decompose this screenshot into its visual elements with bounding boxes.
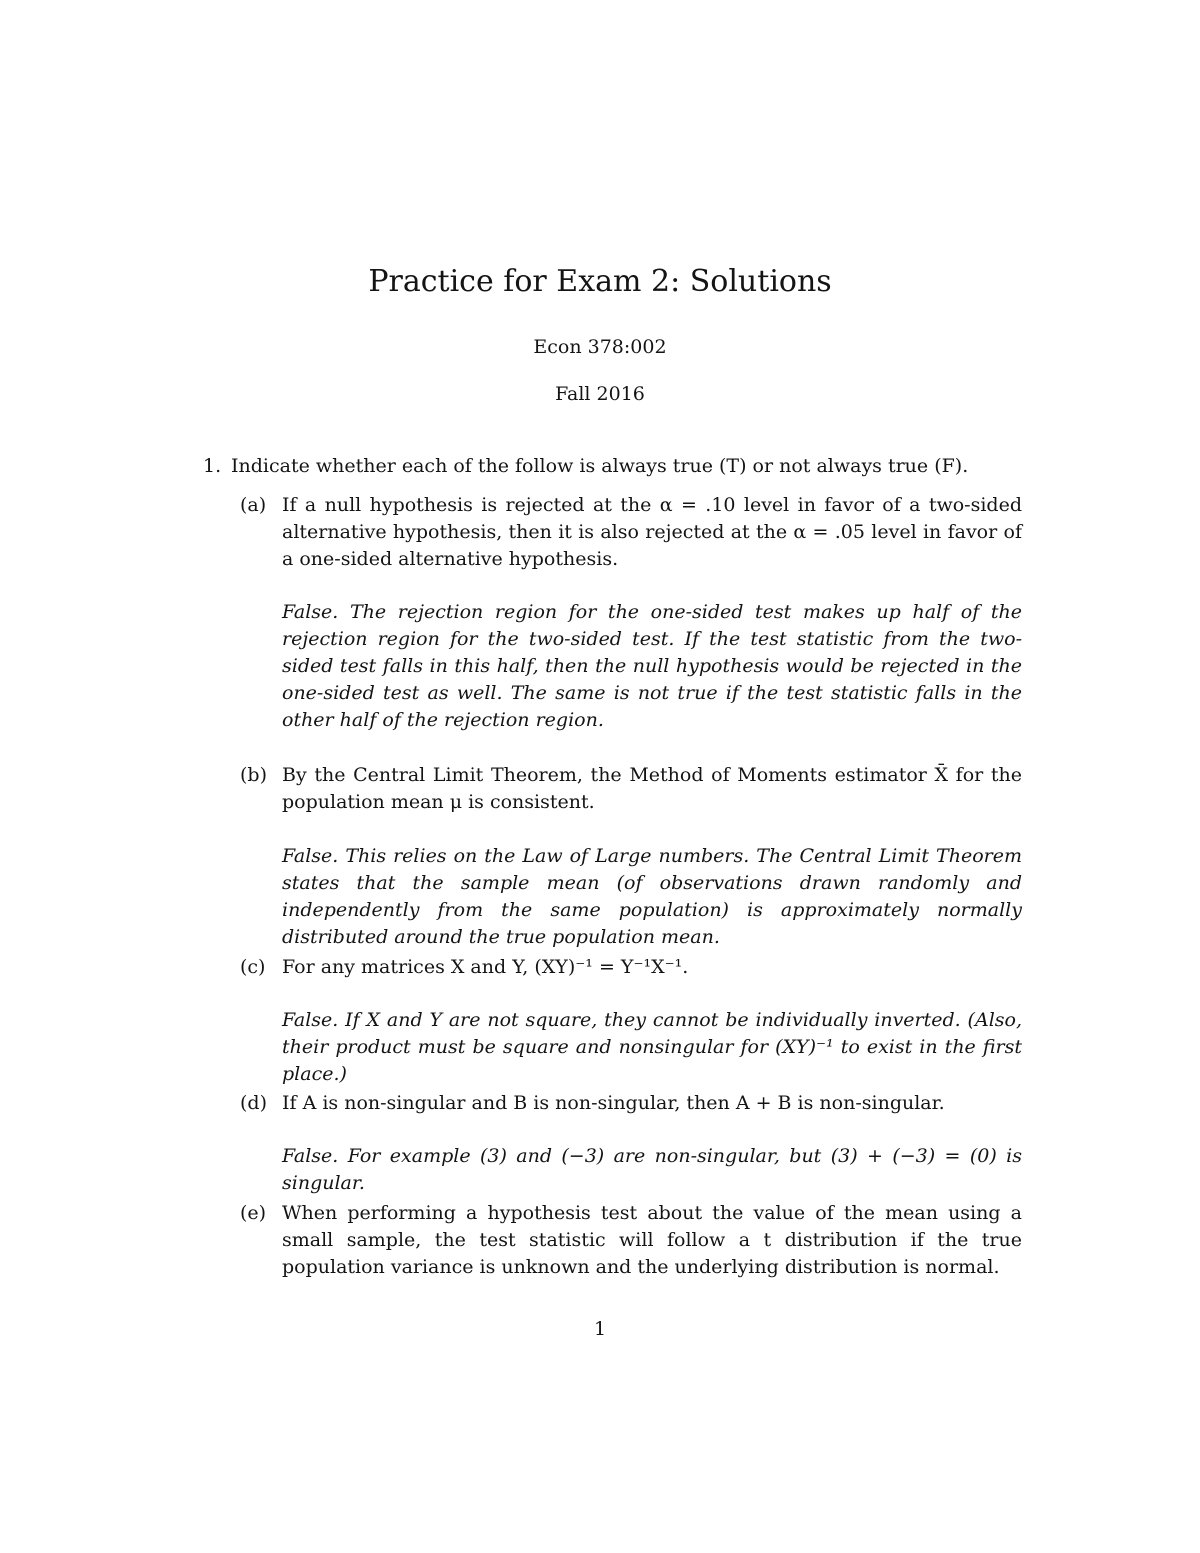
item-answer-d: False. For example (3) and (−3) are non-singular, but (3) + (−3) = (0) is singular. — [282, 1145, 1022, 1194]
item-label: (b) — [240, 764, 267, 786]
course-code: Econ 378:002 — [533, 336, 667, 358]
item-answer-b: False. This relies on the Law of Large numbers. The Central Limit Theorem states that the sample mean (of observations drawn randomly and independently from the same population) is approximately normally distributed around the true population mean. — [282, 845, 1022, 948]
question-prompt-text: Indicate whether each of the follow is always true (T) or not always true (F). — [231, 455, 969, 477]
item-label: (e) — [240, 1202, 267, 1224]
item-statement: When performing a hypothesis test about the value of the mean using a small sample, the test statistic will follow a t distribution if the true population variance is unknown and the underlying distribution is normal. — [282, 1202, 1022, 1278]
question-item-b — [240, 762, 1022, 816]
item-label: (c) — [240, 956, 266, 978]
question-item-a — [240, 492, 1022, 573]
item-statement: By the Central Limit Theorem, the Method of Moments estimator X̄ for the population mean μ is consistent. — [282, 764, 1022, 813]
question-item-c — [240, 954, 1022, 981]
item-statement: For any matrices X and Y, (XY)⁻¹ = Y⁻¹X⁻¹. — [282, 956, 689, 978]
item-label: (a) — [240, 494, 267, 516]
question-item-e — [240, 1200, 1022, 1281]
page-number: 1 — [593, 1318, 607, 1340]
item-statement: If A is non-singular and B is non-singular, then A + B is non-singular. — [282, 1092, 945, 1114]
item-statement: If a null hypothesis is rejected at the α = .10 level in favor of a two-sided alternative hypothesis, then it is also rejected at the α = .05 level in favor of a one-sided alternative hypothesis. — [282, 494, 1022, 570]
item-answer-c: False. If X and Y are not square, they cannot be individually inverted. (Also, their product must be square and nonsingular for (XY)⁻¹ to exist in the first place.) — [282, 1009, 1022, 1085]
term: Fall 2016 — [555, 383, 645, 405]
page-title: Practice for Exam 2: Solutions — [368, 264, 832, 299]
question-item-d — [240, 1090, 1022, 1117]
question-1-prompt — [203, 453, 1023, 479]
item-label: (d) — [240, 1092, 267, 1114]
item-answer-a: False. The rejection region for the one-sided test makes up half of the rejection region for the two-sided test. If the test statistic from the two-sided test falls in this half, then the null hypothesis would be rejected in the one-sided test as well. The same is not true if the test statistic falls in the other half of the rejection region. — [282, 601, 1022, 731]
question-number: 1. — [203, 455, 222, 477]
